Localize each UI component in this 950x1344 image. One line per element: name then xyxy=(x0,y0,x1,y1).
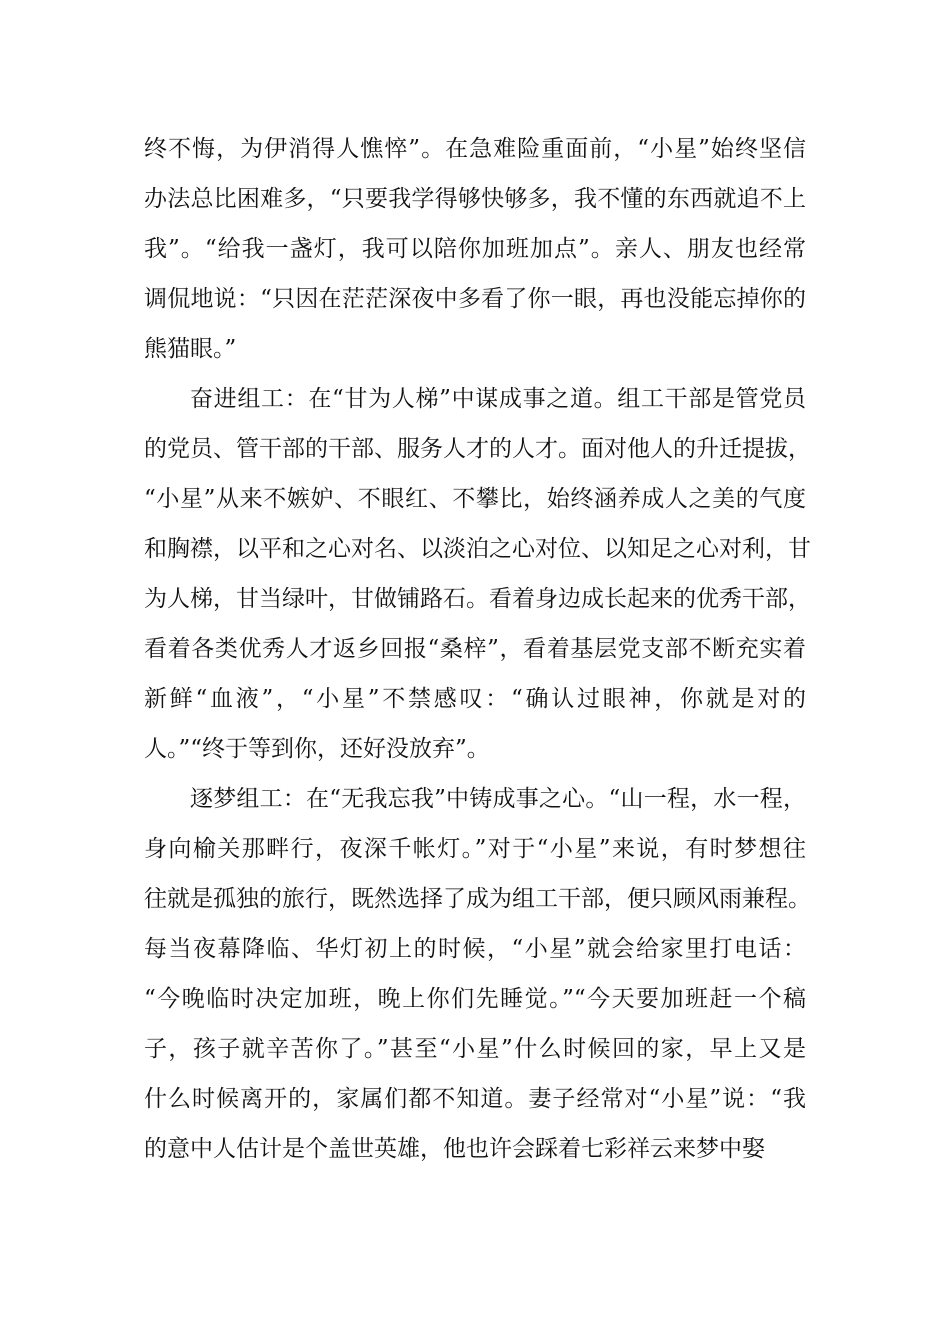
text-line: “今晚临时决定加班，晚上你们先睡觉。”“今天要加班赶一个稿 xyxy=(144,986,806,1012)
text-line: 为人梯，甘当绿叶，甘做铺路石。看着身边成长起来的优秀干部， xyxy=(144,586,811,612)
body-text xyxy=(144,124,811,1174)
text-line: 每当夜幕降临、华灯初上的时候，“小星”就会给家里打电话： xyxy=(144,936,806,962)
text-line: 熊猫眼。” xyxy=(144,336,237,362)
text-line: 人。”“终于等到你，还好没放弃”。 xyxy=(144,736,490,762)
text-line: 和胸襟，以平和之心对名、以淡泊之心对位、以知足之心对利，甘 xyxy=(144,536,811,562)
text-line: 看着各类优秀人才返乡回报“桑梓”，看着基层党支部不断充实着 xyxy=(144,636,806,662)
text-line: 往就是孤独的旅行，既然选择了成为组工干部，便只顾风雨兼程。 xyxy=(144,886,811,912)
paragraph-start-line: 逐梦组工：在“无我忘我”中铸成事之心。“山一程，水一程， xyxy=(190,786,806,812)
text-line: 子，孩子就辛苦你了。”甚至“小星”什么时候回的家，早上又是 xyxy=(144,1036,806,1062)
text-line: “小星”从来不嫉妒、不眼红、不攀比，始终涵养成人之美的气度 xyxy=(144,486,806,512)
text-line: 身向榆关那畔行，夜深千帐灯。”对于“小星”来说，有时梦想往 xyxy=(144,836,806,862)
text-line: 我”。“给我一盏灯，我可以陪你加班加点”。亲人、朋友也经常 xyxy=(144,236,806,262)
text-line: 办法总比困难多，“只要我学得够快够多，我不懂的东西就追不上 xyxy=(144,186,806,212)
text-line: 终不悔，为伊消得人憔悴”。在急难险重面前，“小星”始终坚信 xyxy=(144,136,806,162)
text-line: 什么时候离开的，家属们都不知道。妻子经常对“小星”说：“我 xyxy=(144,1086,806,1112)
text-line: 的意中人估计是个盖世英雄，他也许会踩着七彩祥云来梦中娶 xyxy=(144,1136,765,1162)
text-line: 的党员、管干部的干部、服务人才的人才。面对他人的升迁提拔， xyxy=(144,436,811,462)
paragraph-start-line: 奋进组工：在“甘为人梯”中谋成事之道。组工干部是管党员 xyxy=(190,386,806,412)
text-line: 调侃地说：“只因在茫茫深夜中多看了你一眼，再也没能忘掉你的 xyxy=(144,286,806,312)
text-line: 新鲜“血液”，“小星”不禁感叹：“确认过眼神，你就是对的 xyxy=(144,686,806,712)
